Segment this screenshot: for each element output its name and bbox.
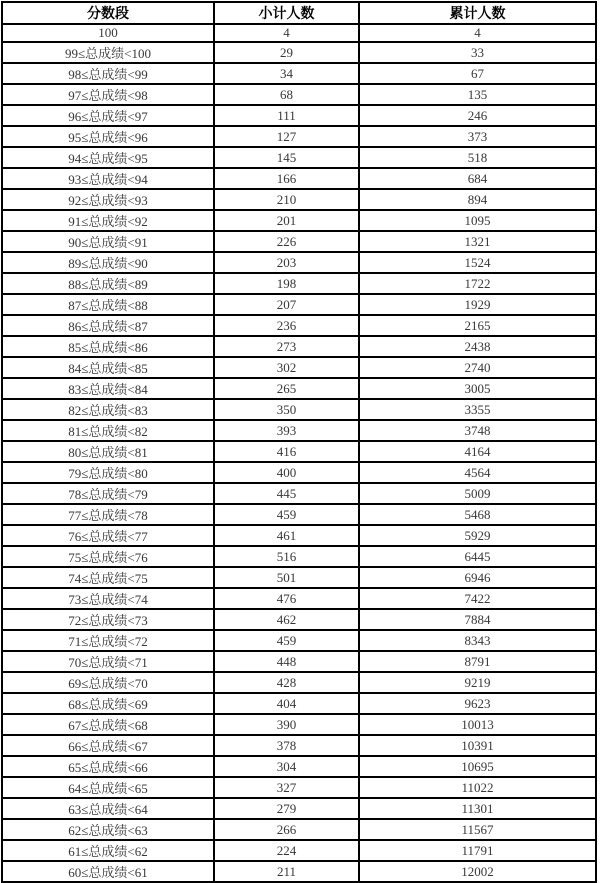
subtotal-cell: 416 bbox=[214, 441, 359, 462]
table-row bbox=[2, 462, 596, 483]
cumulative-cell: 2740 bbox=[359, 357, 596, 378]
table-row bbox=[2, 84, 596, 105]
score-range-cell: 83≤总成绩<84 bbox=[2, 378, 214, 399]
subtotal-cell: 265 bbox=[214, 378, 359, 399]
cumulative-cell: 1095 bbox=[359, 210, 596, 231]
cumulative-cell: 1321 bbox=[359, 231, 596, 252]
score-distribution-table bbox=[1, 1, 597, 883]
table-row bbox=[2, 210, 596, 231]
table-row bbox=[2, 777, 596, 798]
subtotal-cell: 224 bbox=[214, 840, 359, 861]
table-row bbox=[2, 357, 596, 378]
score-range-cell: 96≤总成绩<97 bbox=[2, 105, 214, 126]
table-row bbox=[2, 63, 596, 84]
subtotal-cell: 448 bbox=[214, 651, 359, 672]
table-row bbox=[2, 693, 596, 714]
subtotal-cell: 201 bbox=[214, 210, 359, 231]
score-range-cell: 75≤总成绩<76 bbox=[2, 546, 214, 567]
subtotal-cell: 145 bbox=[214, 147, 359, 168]
cumulative-cell: 9623 bbox=[359, 693, 596, 714]
score-range-cell: 69≤总成绩<70 bbox=[2, 672, 214, 693]
score-range-cell: 73≤总成绩<74 bbox=[2, 588, 214, 609]
cumulative-cell: 3355 bbox=[359, 399, 596, 420]
cumulative-cell: 10391 bbox=[359, 735, 596, 756]
subtotal-cell: 428 bbox=[214, 672, 359, 693]
subtotal-cell: 203 bbox=[214, 252, 359, 273]
score-range-cell: 98≤总成绩<99 bbox=[2, 63, 214, 84]
score-range-cell: 86≤总成绩<87 bbox=[2, 315, 214, 336]
cumulative-cell: 12002 bbox=[359, 861, 596, 882]
subtotal-cell: 501 bbox=[214, 567, 359, 588]
column-header-subtotal-count: 小计人数 bbox=[214, 2, 359, 24]
table-row bbox=[2, 546, 596, 567]
score-range-cell: 79≤总成绩<80 bbox=[2, 462, 214, 483]
table-row bbox=[2, 168, 596, 189]
score-range-cell: 93≤总成绩<94 bbox=[2, 168, 214, 189]
table-row bbox=[2, 24, 596, 42]
cumulative-cell: 5929 bbox=[359, 525, 596, 546]
table-row bbox=[2, 798, 596, 819]
cumulative-cell: 1524 bbox=[359, 252, 596, 273]
table-body bbox=[2, 24, 596, 882]
score-range-cell: 84≤总成绩<85 bbox=[2, 357, 214, 378]
table-row bbox=[2, 189, 596, 210]
score-range-cell: 71≤总成绩<72 bbox=[2, 630, 214, 651]
subtotal-cell: 459 bbox=[214, 630, 359, 651]
score-range-cell: 68≤总成绩<69 bbox=[2, 693, 214, 714]
table-row bbox=[2, 630, 596, 651]
score-range-cell: 100 bbox=[2, 24, 214, 42]
subtotal-cell: 166 bbox=[214, 168, 359, 189]
subtotal-cell: 516 bbox=[214, 546, 359, 567]
table-row bbox=[2, 105, 596, 126]
score-range-cell: 91≤总成绩<92 bbox=[2, 210, 214, 231]
score-range-cell: 60≤总成绩<61 bbox=[2, 861, 214, 882]
subtotal-cell: 279 bbox=[214, 798, 359, 819]
table-row bbox=[2, 672, 596, 693]
cumulative-cell: 6445 bbox=[359, 546, 596, 567]
table-row bbox=[2, 231, 596, 252]
cumulative-cell: 4564 bbox=[359, 462, 596, 483]
subtotal-cell: 127 bbox=[214, 126, 359, 147]
score-range-cell: 97≤总成绩<98 bbox=[2, 84, 214, 105]
score-range-cell: 72≤总成绩<73 bbox=[2, 609, 214, 630]
score-range-cell: 88≤总成绩<89 bbox=[2, 273, 214, 294]
cumulative-cell: 8791 bbox=[359, 651, 596, 672]
table-row bbox=[2, 294, 596, 315]
table-row bbox=[2, 714, 596, 735]
table-row bbox=[2, 819, 596, 840]
column-header-score-range: 分数段 bbox=[2, 2, 214, 24]
score-range-cell: 87≤总成绩<88 bbox=[2, 294, 214, 315]
cumulative-cell: 4 bbox=[359, 24, 596, 42]
subtotal-cell: 29 bbox=[214, 42, 359, 63]
table-row bbox=[2, 840, 596, 861]
table-row bbox=[2, 315, 596, 336]
subtotal-cell: 304 bbox=[214, 756, 359, 777]
score-range-cell: 94≤总成绩<95 bbox=[2, 147, 214, 168]
score-range-cell: 92≤总成绩<93 bbox=[2, 189, 214, 210]
score-range-cell: 74≤总成绩<75 bbox=[2, 567, 214, 588]
table-row bbox=[2, 252, 596, 273]
subtotal-cell: 210 bbox=[214, 189, 359, 210]
cumulative-cell: 7422 bbox=[359, 588, 596, 609]
subtotal-cell: 461 bbox=[214, 525, 359, 546]
cumulative-cell: 1722 bbox=[359, 273, 596, 294]
table-row bbox=[2, 147, 596, 168]
score-range-cell: 62≤总成绩<63 bbox=[2, 819, 214, 840]
cumulative-cell: 33 bbox=[359, 42, 596, 63]
table-row bbox=[2, 336, 596, 357]
cumulative-cell: 894 bbox=[359, 189, 596, 210]
subtotal-cell: 462 bbox=[214, 609, 359, 630]
subtotal-cell: 68 bbox=[214, 84, 359, 105]
score-range-cell: 89≤总成绩<90 bbox=[2, 252, 214, 273]
subtotal-cell: 476 bbox=[214, 588, 359, 609]
score-range-cell: 67≤总成绩<68 bbox=[2, 714, 214, 735]
cumulative-cell: 684 bbox=[359, 168, 596, 189]
cumulative-cell: 246 bbox=[359, 105, 596, 126]
score-range-cell: 78≤总成绩<79 bbox=[2, 483, 214, 504]
cumulative-cell: 8343 bbox=[359, 630, 596, 651]
column-header-cumulative-count: 累计人数 bbox=[359, 2, 596, 24]
table-row bbox=[2, 441, 596, 462]
table-row bbox=[2, 483, 596, 504]
score-range-cell: 70≤总成绩<71 bbox=[2, 651, 214, 672]
score-range-cell: 95≤总成绩<96 bbox=[2, 126, 214, 147]
table-row bbox=[2, 735, 596, 756]
score-range-cell: 85≤总成绩<86 bbox=[2, 336, 214, 357]
cumulative-cell: 6946 bbox=[359, 567, 596, 588]
table-row bbox=[2, 588, 596, 609]
cumulative-cell: 11567 bbox=[359, 819, 596, 840]
subtotal-cell: 445 bbox=[214, 483, 359, 504]
subtotal-cell: 207 bbox=[214, 294, 359, 315]
table-row bbox=[2, 378, 596, 399]
score-range-cell: 76≤总成绩<77 bbox=[2, 525, 214, 546]
subtotal-cell: 211 bbox=[214, 861, 359, 882]
cumulative-cell: 10695 bbox=[359, 756, 596, 777]
score-range-cell: 82≤总成绩<83 bbox=[2, 399, 214, 420]
subtotal-cell: 302 bbox=[214, 357, 359, 378]
subtotal-cell: 34 bbox=[214, 63, 359, 84]
table-row bbox=[2, 861, 596, 882]
cumulative-cell: 4164 bbox=[359, 441, 596, 462]
cumulative-cell: 7884 bbox=[359, 609, 596, 630]
cumulative-cell: 135 bbox=[359, 84, 596, 105]
cumulative-cell: 1929 bbox=[359, 294, 596, 315]
table-row bbox=[2, 756, 596, 777]
cumulative-cell: 2165 bbox=[359, 315, 596, 336]
subtotal-cell: 459 bbox=[214, 504, 359, 525]
table-row bbox=[2, 399, 596, 420]
subtotal-cell: 378 bbox=[214, 735, 359, 756]
subtotal-cell: 327 bbox=[214, 777, 359, 798]
score-range-cell: 65≤总成绩<66 bbox=[2, 756, 214, 777]
table-row bbox=[2, 525, 596, 546]
cumulative-cell: 10013 bbox=[359, 714, 596, 735]
cumulative-cell: 11791 bbox=[359, 840, 596, 861]
subtotal-cell: 266 bbox=[214, 819, 359, 840]
score-range-cell: 80≤总成绩<81 bbox=[2, 441, 214, 462]
score-range-cell: 61≤总成绩<62 bbox=[2, 840, 214, 861]
cumulative-cell: 67 bbox=[359, 63, 596, 84]
table-row bbox=[2, 609, 596, 630]
score-range-cell: 63≤总成绩<64 bbox=[2, 798, 214, 819]
table-row bbox=[2, 651, 596, 672]
subtotal-cell: 236 bbox=[214, 315, 359, 336]
subtotal-cell: 350 bbox=[214, 399, 359, 420]
cumulative-cell: 11022 bbox=[359, 777, 596, 798]
subtotal-cell: 226 bbox=[214, 231, 359, 252]
subtotal-cell: 111 bbox=[214, 105, 359, 126]
table-row bbox=[2, 567, 596, 588]
subtotal-cell: 4 bbox=[214, 24, 359, 42]
cumulative-cell: 3748 bbox=[359, 420, 596, 441]
table-row bbox=[2, 126, 596, 147]
cumulative-cell: 2438 bbox=[359, 336, 596, 357]
cumulative-cell: 373 bbox=[359, 126, 596, 147]
subtotal-cell: 400 bbox=[214, 462, 359, 483]
subtotal-cell: 404 bbox=[214, 693, 359, 714]
subtotal-cell: 390 bbox=[214, 714, 359, 735]
header-row bbox=[2, 2, 596, 24]
cumulative-cell: 11301 bbox=[359, 798, 596, 819]
score-range-cell: 99≤总成绩<100 bbox=[2, 42, 214, 63]
table-row bbox=[2, 504, 596, 525]
cumulative-cell: 5468 bbox=[359, 504, 596, 525]
score-range-cell: 64≤总成绩<65 bbox=[2, 777, 214, 798]
subtotal-cell: 273 bbox=[214, 336, 359, 357]
score-range-cell: 77≤总成绩<78 bbox=[2, 504, 214, 525]
score-range-cell: 66≤总成绩<67 bbox=[2, 735, 214, 756]
cumulative-cell: 9219 bbox=[359, 672, 596, 693]
cumulative-cell: 5009 bbox=[359, 483, 596, 504]
score-range-cell: 90≤总成绩<91 bbox=[2, 231, 214, 252]
score-range-cell: 81≤总成绩<82 bbox=[2, 420, 214, 441]
table-row bbox=[2, 420, 596, 441]
table-row bbox=[2, 42, 596, 63]
cumulative-cell: 3005 bbox=[359, 378, 596, 399]
subtotal-cell: 198 bbox=[214, 273, 359, 294]
table-row bbox=[2, 273, 596, 294]
cumulative-cell: 518 bbox=[359, 147, 596, 168]
subtotal-cell: 393 bbox=[214, 420, 359, 441]
